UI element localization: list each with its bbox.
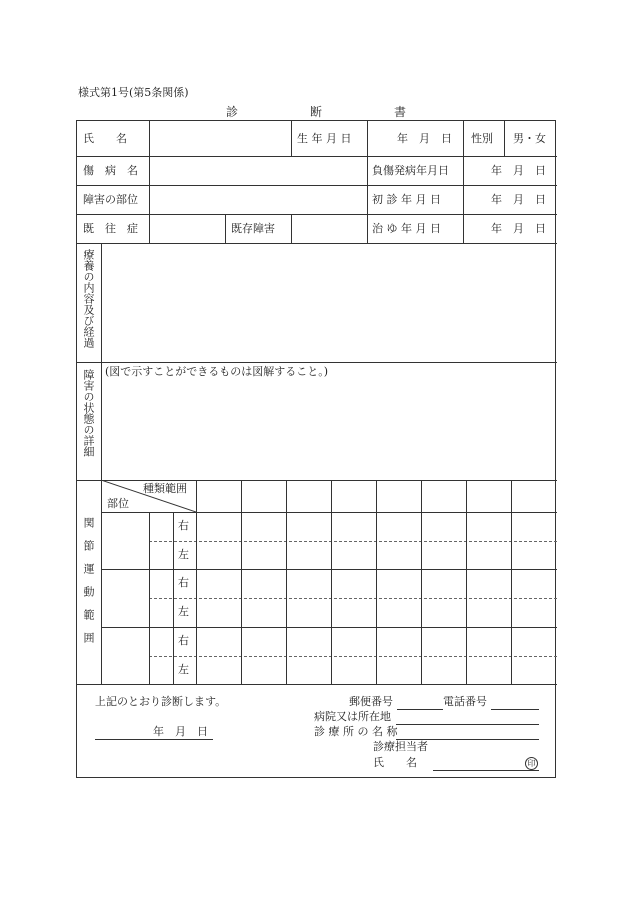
- cure-date-label: 治 ゆ 年 月 日: [372, 222, 441, 235]
- footer-date: 年 月 日: [153, 725, 208, 738]
- disability-note: (図で示すことができるものは図解すること。): [105, 365, 329, 378]
- treatment-label: 療養の内容及び経過: [82, 249, 95, 348]
- rom-label: 関節運動範囲: [82, 517, 95, 655]
- illness-label: 傷 病 名: [83, 164, 138, 177]
- document-title: [226, 103, 426, 117]
- onset-value: 年 月 日: [491, 164, 546, 177]
- site-label: 障害の部位: [83, 193, 138, 206]
- certificate-form: [76, 120, 556, 778]
- name-label: 氏 名: [83, 132, 127, 145]
- disability-label: 障害の状態の詳細: [82, 369, 95, 457]
- sex-value: 男・女: [513, 132, 546, 145]
- postal-label: 郵便番号: [349, 695, 393, 708]
- dob-label: 生 年 月 日: [297, 132, 352, 145]
- dob-value: 年 月 日: [397, 132, 452, 145]
- title-char-3: 書: [394, 105, 407, 119]
- rom-side-left-2: 左: [178, 605, 189, 618]
- existing-disability-label: 既存障害: [231, 222, 275, 235]
- first-visit-label: 初 診 年 月 日: [372, 193, 441, 206]
- clinic-name-label: 診 療 所 の 名 称: [314, 725, 398, 738]
- cure-date-value: 年 月 日: [491, 222, 546, 235]
- first-visit-value: 年 月 日: [491, 193, 546, 206]
- phone-label: 電話番号: [443, 695, 487, 708]
- address-label: 病院又は所在地: [314, 710, 391, 723]
- onset-label: 負傷発病年月日: [372, 164, 449, 177]
- rom-side-right-1: 右: [178, 519, 189, 532]
- history-label: 既 往 症: [83, 222, 138, 235]
- sex-label: 性別: [471, 132, 493, 145]
- title-char-1: 診: [226, 105, 239, 119]
- title-char-2: 断: [310, 105, 323, 119]
- doctor-label: 診療担当者: [373, 740, 428, 753]
- part-header: 部位: [107, 497, 129, 510]
- rom-side-right-3: 右: [178, 634, 189, 647]
- rom-side-left-3: 左: [178, 663, 189, 676]
- form-number: 様式第1号(第5条関係): [78, 86, 189, 99]
- seal-mark: 印: [525, 757, 538, 770]
- type-range-header: 種類範囲: [143, 482, 187, 495]
- rom-side-right-2: 右: [178, 576, 189, 589]
- statement: 上記のとおり診断します。: [95, 695, 227, 708]
- doctor-name-label: 氏 名: [373, 756, 417, 769]
- rom-side-left-1: 左: [178, 548, 189, 561]
